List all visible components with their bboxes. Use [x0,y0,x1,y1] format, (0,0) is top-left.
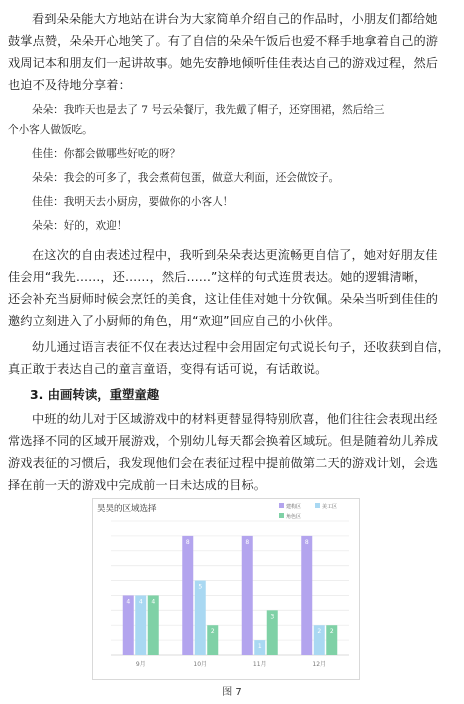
paragraph-line: 中班的幼儿对于区域游戏中的材料更替显得特别欣喜，他们往往会表现出经 [32,412,438,426]
paragraph-line: 鼓掌点赞，朵朵开心地笑了。有了自信的朵朵午饭后也爱不释手地拿着自己的游 [8,34,439,48]
data-label: 8 [304,538,309,546]
data-label: 4 [126,598,131,606]
chart-figure [92,498,360,680]
legend-swatch [315,503,320,508]
paragraph-line: 佳会用“我先……，还……，然后……”这样的句式连贯表达。她的逻辑清晰， [8,270,427,284]
paragraph-2 [8,244,456,332]
legend-swatch [279,503,284,508]
paragraph-line: 真正敢于表达自己的童言童语，变得有话可说，有话敢说。 [8,362,328,376]
section-heading: 3. 由画转读，重塑童趣 [30,387,160,402]
dialogue-line: 个小客人做饭吃。 [8,124,93,136]
x-tick-label: 9月 [135,661,146,668]
legend-label: 角色区 [286,514,302,520]
paragraph-line: 择在前一天的游戏中完成前一日未达成的目标。 [8,478,267,492]
paragraph-line: 还会补充当厨师时候会烹饪的美食，这让佳佳对她十分钦佩。朵朵当听到佳佳的 [8,292,439,306]
dialogue-line: 朵朵：好的，欢迎！ [32,220,128,232]
dialogue-line: 朵朵：我会的可多了，我会煮荷包蛋，做意大利面，还会做饺子。 [32,172,340,184]
x-tick-label: 12月 [312,661,327,668]
paragraph-line: 也迫不及待地分享着： [8,78,131,92]
dialogue-line: 朵朵：我昨天也是去了 7 号云朵餐厅，我先戴了帽子，还穿围裙，然后给三 [32,104,385,116]
paragraph-line: 看到朵朵能大方地站在讲台为大家简单介绍自己的作品时，小朋友们都给她 [32,12,438,26]
paragraph-1 [8,8,456,96]
data-label: 2 [317,628,322,636]
data-label: 8 [185,538,190,546]
data-label: 1 [257,643,262,651]
dialogue-line: 佳佳：你都会做哪些好吃的呀？ [32,148,181,160]
x-tick-label: 11月 [252,661,267,668]
bar [195,581,206,655]
data-label: 2 [329,628,334,636]
legend-swatch [279,513,284,518]
dialogue-block [8,100,456,236]
paragraph-3 [8,336,456,380]
paragraph-line: 游戏表征的习惯后，我发现他们会在表征过程中提前做第二天的游戏计划，会选 [8,456,439,470]
data-label: 8 [245,538,250,546]
figure-caption: 图 7 [222,687,242,698]
data-label: 2 [210,628,215,636]
paragraph-line: 在这次的自由表述过程中，我听到朵朵表达更流畅更自信了，她对好朋友佳 [32,248,438,262]
bar-chart [93,499,359,679]
data-label: 5 [198,583,203,591]
x-tick-label: 10月 [193,661,208,668]
data-label: 4 [151,598,156,606]
paragraph-line: 邀约立刻进入了小厨师的角色，用“欢迎”回应自己的小伙伴。 [8,314,341,328]
paragraph-line: 幼儿通过语言表征不仅在表达过程中会用固定句式说长句子，还收获到自信， [32,340,450,354]
legend-label: 建构区 [286,504,302,510]
legend-label: 美工区 [322,504,338,510]
paragraph-line: 戏周记本和朋友们一起讲故事。她先安静地倾听佳佳表达自己的游戏过程，然后 [8,56,439,70]
paragraph-line: 常选择不同的区域开展游戏，个别幼儿每天都会换着区域玩。但是随着幼儿养成 [8,434,439,448]
data-label: 4 [138,598,143,606]
data-label: 3 [270,613,275,621]
bar [301,536,312,655]
chart-title: 昊昊的区域选择 [97,504,157,514]
bar [182,536,193,655]
dialogue-line: 佳佳：我明天去小厨房，要做你的小客人！ [32,196,234,208]
bar [242,536,253,655]
paragraph-4 [8,408,456,496]
